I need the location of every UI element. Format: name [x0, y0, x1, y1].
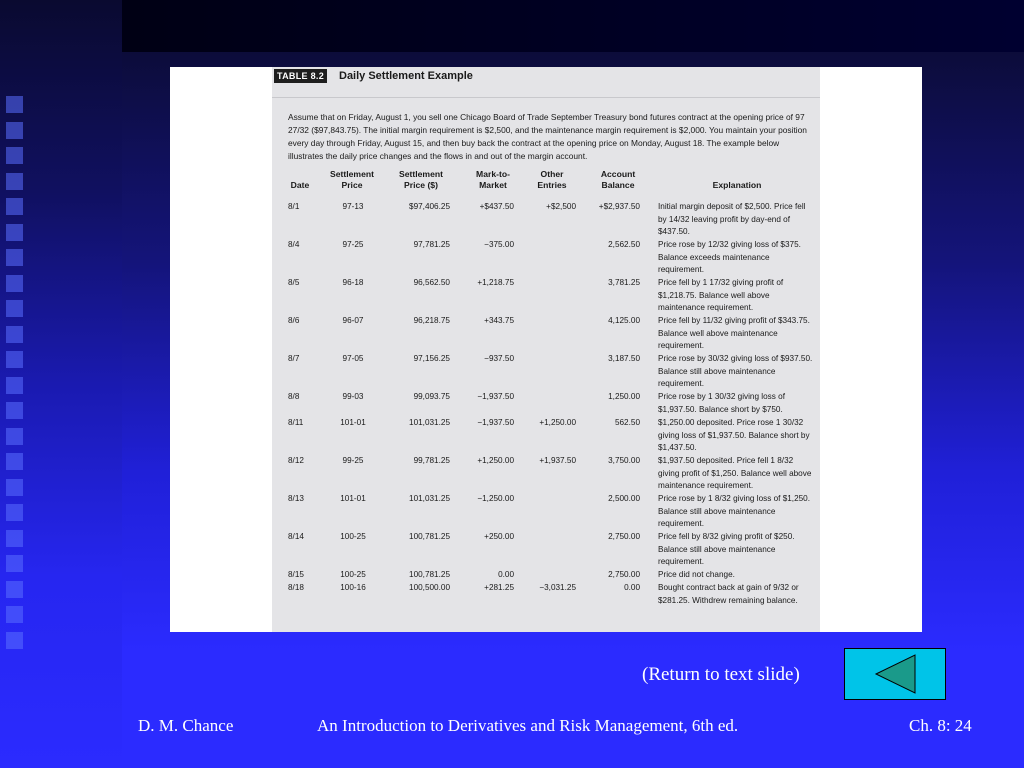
decorative-square — [6, 173, 23, 190]
left-decorative-strip — [0, 0, 122, 768]
footer-chapter-page: Ch. 8: 24 — [909, 716, 972, 735]
decorative-square — [6, 96, 23, 113]
decorative-square — [6, 606, 23, 623]
decorative-square — [6, 530, 23, 547]
decorative-square — [6, 122, 23, 139]
cell-other: −3,031.25 — [539, 583, 576, 592]
cell-dollars: 96,218.75 — [413, 316, 450, 325]
cell-date: 8/1 — [288, 202, 300, 211]
cell-dollars: 99,781.25 — [413, 456, 450, 465]
cell-explanation: Initial margin deposit of $2,500. Price fell by 14/32 leaving profit by day-end of $437.50. — [658, 202, 806, 237]
table-title: Daily Settlement Example — [339, 70, 473, 82]
cell-mtm: +1,250.00 — [477, 456, 514, 465]
col-header-settlement-dollars: Settlement Price ($) — [399, 169, 443, 190]
cell-mtm: +281.25 — [484, 583, 514, 592]
decorative-square — [6, 147, 23, 164]
cell-mtm: 0.00 — [498, 570, 514, 579]
cell-date: 8/4 — [288, 240, 300, 249]
cell-balance: 2,500.00 — [608, 494, 640, 503]
decorative-square — [6, 198, 23, 215]
cell-dollars: 100,500.00 — [409, 583, 450, 592]
cell-mtm: +$437.50 — [479, 202, 514, 211]
cell-balance: 2,750.00 — [608, 570, 640, 579]
col-header-mark-to-market: Mark-to- Market — [476, 169, 510, 190]
decorative-square — [6, 300, 23, 317]
cell-explanation: Price did not change. — [658, 570, 735, 579]
cell-balance: 2,562.50 — [608, 240, 640, 249]
cell-date: 8/15 — [288, 570, 304, 579]
cell-balance: 562.50 — [614, 418, 640, 427]
cell-dollars: 101,031.25 — [409, 494, 450, 503]
decorative-square — [6, 402, 23, 419]
cell-mtm: +343.75 — [484, 316, 514, 325]
decorative-square — [6, 249, 23, 266]
decorative-square — [6, 428, 23, 445]
decorative-square — [6, 632, 23, 649]
cell-mtm: −375.00 — [484, 240, 514, 249]
cell-price: 100-25 — [340, 570, 366, 579]
decorative-square — [6, 581, 23, 598]
cell-explanation: Price fell by 1 17/32 giving profit of $1,218.75. Balance well above maintenance requirement. — [658, 278, 784, 313]
cell-price: 100-16 — [340, 583, 366, 592]
decorative-square — [6, 504, 23, 521]
decorative-square — [6, 275, 23, 292]
cell-date: 8/12 — [288, 456, 304, 465]
decorative-squares — [6, 96, 28, 657]
cell-mtm: −1,937.50 — [477, 392, 514, 401]
col-header-date: Date — [290, 180, 310, 190]
cell-dollars: 99,093.75 — [413, 392, 450, 401]
cell-date: 8/7 — [288, 354, 300, 363]
cell-balance: 0.00 — [624, 583, 640, 592]
cell-date: 8/14 — [288, 532, 304, 541]
cell-balance: 4,125.00 — [608, 316, 640, 325]
cell-date: 8/6 — [288, 316, 300, 325]
cell-balance: 3,187.50 — [608, 354, 640, 363]
cell-explanation: Bought contract back at gain of 9/32 or $281.25. Withdrew remaining balance. — [658, 583, 799, 605]
cell-mtm: +1,218.75 — [477, 278, 514, 287]
col-header-settlement-price: Settlement Price — [330, 169, 374, 190]
cell-explanation: Price rose by 12/32 giving loss of $375. Balance exceeds maintenance requirement. — [658, 240, 801, 275]
cell-explanation: Price rose by 1 30/32 giving loss of $1,937.50. Balance short by $750. — [658, 392, 785, 414]
cell-mtm: −1,250.00 — [477, 494, 514, 503]
return-to-text-slide-link[interactable]: (Return to text slide) — [642, 664, 800, 685]
cell-price: 97-05 — [342, 354, 364, 363]
cell-explanation: Price rose by 1 8/32 giving loss of $1,250. Balance still above maintenance requirement. — [658, 494, 811, 529]
cell-price: 99-03 — [342, 392, 364, 401]
cell-dollars: 96,562.50 — [413, 278, 450, 287]
back-button[interactable] — [844, 648, 946, 700]
col-header-account-balance: Account Balance — [600, 169, 636, 190]
cell-price: 101-01 — [340, 494, 366, 503]
decorative-square — [6, 453, 23, 470]
cell-date: 8/13 — [288, 494, 304, 503]
cell-mtm: −1,937.50 — [477, 418, 514, 427]
table-image-frame — [170, 67, 922, 632]
left-triangle-icon — [845, 649, 945, 699]
cell-price: 99-25 — [342, 456, 364, 465]
table-header — [272, 67, 820, 98]
cell-dollars: $97,406.25 — [409, 202, 450, 211]
cell-price: 96-18 — [342, 278, 364, 287]
decorative-square — [6, 555, 23, 572]
cell-explanation: $1,937.50 deposited. Price fell 1 8/32 giving profit of $1,250. Balance well above maintenance requirement. — [658, 456, 812, 491]
cell-other: +$2,500 — [546, 202, 576, 211]
top-band — [122, 0, 1024, 52]
cell-price: 97-13 — [342, 202, 364, 211]
cell-price: 96-07 — [342, 316, 364, 325]
cell-other: +1,250.00 — [539, 418, 576, 427]
cell-explanation: Price fell by 11/32 giving profit of $343.75. Balance well above maintenance requirement. — [658, 316, 810, 351]
cell-other: +1,937.50 — [539, 456, 576, 465]
cell-explanation: $1,250.00 deposited. Price rose 1 30/32 giving loss of $1,937.50. Balance short by $1,437.50. — [658, 418, 810, 453]
cell-price: 101-01 — [340, 418, 366, 427]
footer-author: D. M. Chance — [138, 716, 234, 735]
cell-date: 8/5 — [288, 278, 300, 287]
cell-price: 97-25 — [342, 240, 364, 249]
table-intro-text: Assume that on Friday, August 1, you sell one Chicago Board of Trade September Treasury bond futures contract at the opening price of 97 27/32 ($97,843.75). The initial margin requirement is $2,500, and the maintenance margin requirement is $2,000. You maintain your position every day through Friday, August 15, and then buy back the contract at the opening price on Monday, August 18. The example below illustrates the daily price changes and the flows in and out of the margin account. — [288, 112, 807, 162]
cell-date: 8/8 — [288, 392, 300, 401]
cell-balance: 3,781.25 — [608, 278, 640, 287]
decorative-square — [6, 224, 23, 241]
cell-balance: +$2,937.50 — [598, 202, 640, 211]
cell-balance: 1,250.00 — [608, 392, 640, 401]
cell-dollars: 97,781.25 — [413, 240, 450, 249]
cell-date: 8/18 — [288, 583, 304, 592]
col-header-other-entries: Other Entries — [537, 169, 567, 190]
decorative-square — [6, 326, 23, 343]
cell-dollars: 101,031.25 — [409, 418, 450, 427]
cell-mtm: −937.50 — [484, 354, 514, 363]
cell-balance: 3,750.00 — [608, 456, 640, 465]
col-header-explanation: Explanation — [712, 180, 762, 190]
cell-dollars: 100,781.25 — [409, 532, 450, 541]
decorative-square — [6, 377, 23, 394]
cell-mtm: +250.00 — [484, 532, 514, 541]
footer-book-title: An Introduction to Derivatives and Risk Management, 6th ed. — [317, 716, 739, 735]
decorative-square — [6, 351, 23, 368]
cell-explanation: Price rose by 30/32 giving loss of $937.50. Balance still above maintenance requirement. — [658, 354, 813, 389]
cell-dollars: 97,156.25 — [413, 354, 450, 363]
table-number-badge: TABLE 8.2 — [274, 69, 327, 83]
cell-price: 100-25 — [340, 532, 366, 541]
cell-date: 8/11 — [288, 418, 304, 427]
cell-dollars: 100,781.25 — [409, 570, 450, 579]
cell-explanation: Price fell by 8/32 giving profit of $250. Balance still above maintenance requirement. — [658, 532, 795, 567]
table-8-2 — [272, 67, 820, 632]
cell-balance: 2,750.00 — [608, 532, 640, 541]
decorative-square — [6, 479, 23, 496]
